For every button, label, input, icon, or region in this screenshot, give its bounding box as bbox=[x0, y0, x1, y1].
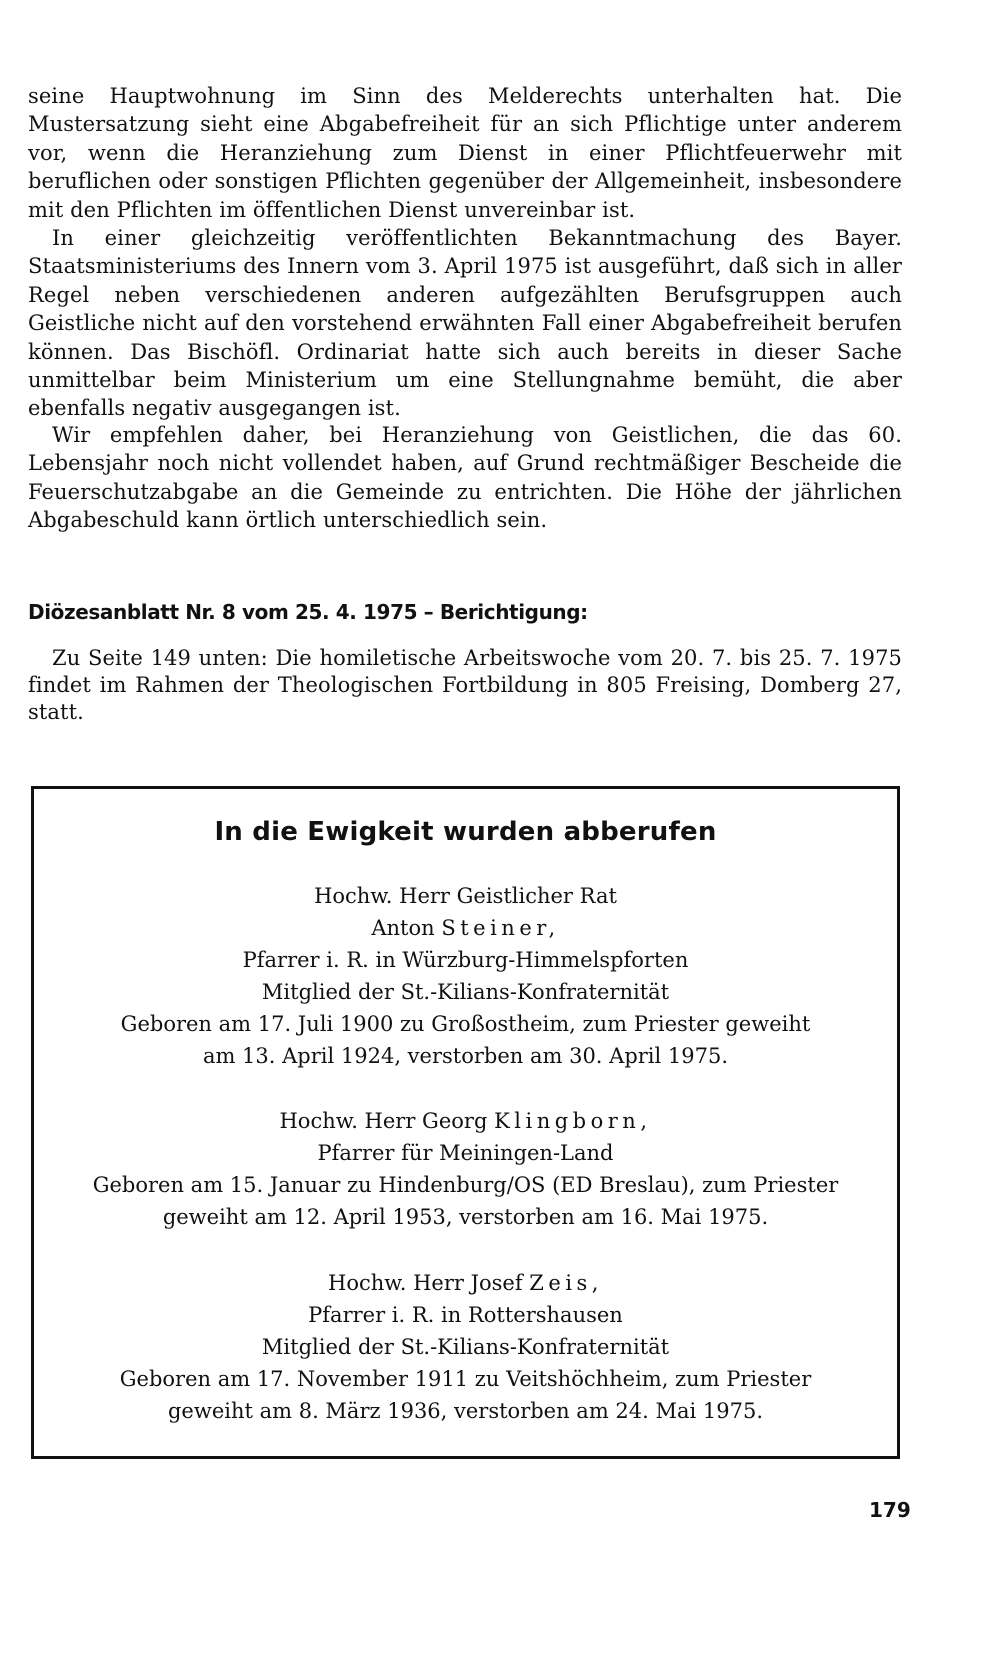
page-number: 179 bbox=[869, 1498, 911, 1522]
entry-first-name: Anton bbox=[371, 916, 435, 940]
body-paragraph-2: In einer gleichzeitig veröffentlichten Bekanntmachung des Bayer. Staatsministeriums des Innern vom 3. April 1975 ist ausgeführt, daß sich in aller Regel neben verschiedenen anderen aufgezählten Berufsgruppen auch Geistliche nicht auf den vorstehend erwähnten Fall einer Abgabefreiheit berufen können. Das Bischöfl. Ordinariat hatte sich auch bereits in dieser Sache unmittelbar beim Ministerium um eine Stellungnahme bemüht, die aber ebenfalls negativ ausgegangen ist. bbox=[28, 226, 902, 421]
entry-surname: Zeis, bbox=[529, 1271, 603, 1295]
entry-dates-line-2: geweiht am 8. März 1936, verstorben am 24. Mai 1975. bbox=[167, 1399, 764, 1423]
entry-title-line: Hochw. Herr Josef bbox=[328, 1271, 523, 1295]
entry-surname: Steiner, bbox=[441, 916, 560, 940]
entry-dates-line-2: geweiht am 12. April 1953, verstorben am 16. Mai 1975. bbox=[162, 1205, 769, 1229]
entry-dates-line-2: am 13. April 1924, verstorben am 30. April 1975. bbox=[202, 1044, 729, 1068]
correction-text: Zu Seite 149 unten: Die homiletische Arbeitswoche vom 20. 7. bis 25. 7. 1975 findet im Rahmen der Theologischen Fortbildung in 805 Freising, Domberg 27, statt. bbox=[28, 646, 902, 724]
entry-surname: Klingborn, bbox=[494, 1109, 652, 1133]
entry-position: Pfarrer für Meiningen-Land bbox=[317, 1141, 614, 1165]
body-paragraph-1: seine Hauptwohnung im Sinn des Melderechts unterhalten hat. Die Mustersatzung sieht eine Abgabefreiheit für an sich Pflichtige unter anderem vor, wenn die Heranziehung zum Dienst in einer Pflichtfeuerwehr mit beruflichen oder sonstigen Pflichten gegenüber der Allgemeinheit, insbesondere mit den Pflichten im öffentlichen Dienst unvereinbar ist. bbox=[28, 84, 902, 222]
entry-title-line: Hochw. Herr Geistlicher Rat bbox=[314, 884, 617, 908]
obituary-title: In die Ewigkeit wurden abberufen bbox=[214, 817, 717, 847]
obituary-entry bbox=[34, 1105, 897, 1233]
entry-position: Pfarrer i. R. in Würzburg-Himmelspforten bbox=[242, 948, 689, 972]
entry-name-line bbox=[34, 912, 897, 944]
entry-dates-line-1: Geboren am 17. November 1911 zu Veitshöchheim, zum Priester bbox=[119, 1367, 812, 1391]
obituary-box bbox=[31, 786, 900, 1459]
obituary-entry bbox=[34, 880, 897, 1072]
entry-title-line: Hochw. Herr Georg bbox=[279, 1109, 488, 1133]
body-paragraph-3: Wir empfehlen daher, bei Heranziehung von Geistlichen, die das 60. Lebensjahr noch nicht vollendet haben, auf Grund rechtmäßiger Bescheide die Feuerschutzabgabe an die Gemeinde zu entrichten. Die Höhe der jährlichen Abgabeschuld kann örtlich unterschiedlich sein. bbox=[28, 423, 902, 533]
entry-membership: Mitglied der St.-Kilians-Konfraternität bbox=[261, 980, 670, 1004]
obituary-entry bbox=[34, 1267, 897, 1427]
entry-position: Pfarrer i. R. in Rottershausen bbox=[308, 1303, 623, 1327]
entry-dates-line-1: Geboren am 17. Juli 1900 zu Großostheim, zum Priester geweiht bbox=[120, 1012, 811, 1036]
entry-dates-line-1: Geboren am 15. Januar zu Hindenburg/OS (ED Breslau), zum Priester bbox=[92, 1173, 839, 1197]
entry-membership: Mitglied der St.-Kilians-Konfraternität bbox=[261, 1335, 670, 1359]
correction-heading: Diözesanblatt Nr. 8 vom 25. 4. 1975 – Berichtigung: bbox=[28, 600, 588, 624]
entry-name-line bbox=[34, 1105, 897, 1137]
entry-name-line bbox=[34, 1267, 897, 1299]
